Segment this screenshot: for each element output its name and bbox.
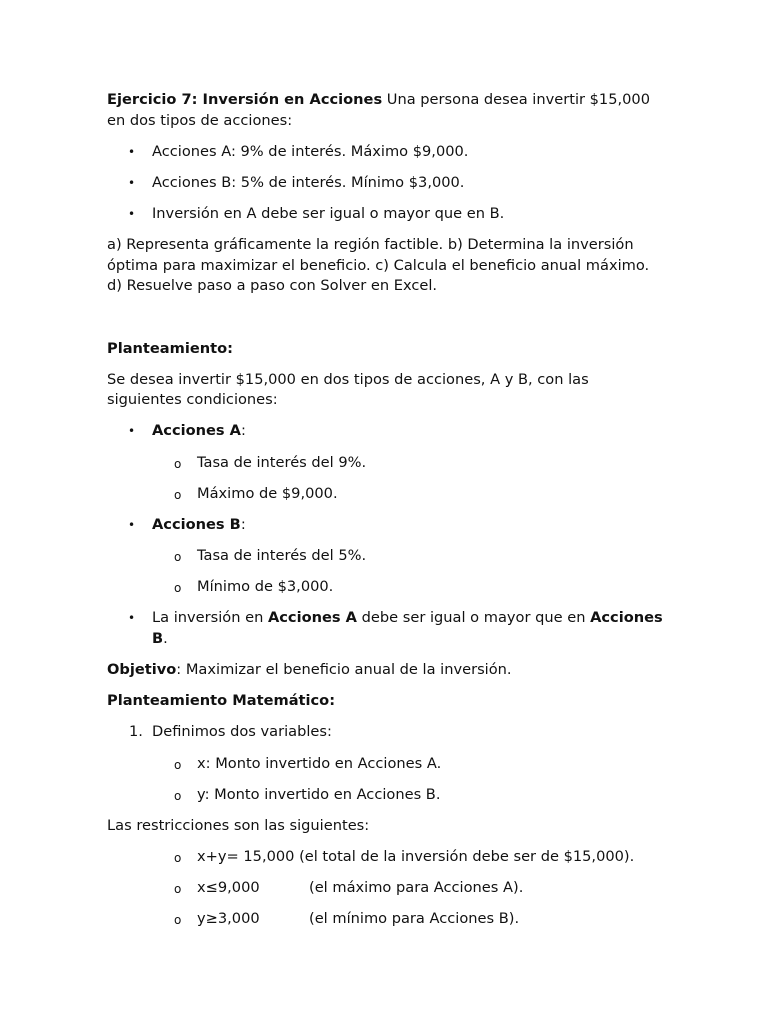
exercise-tasks: a) Representa gráficamente la región factible. b) Determina la inversión óptima para maximizar el beneficio. c) Calcula el beneficio anual máximo. d) Resuelve paso a paso con Solver en Excel. — [107, 236, 650, 295]
sub-list-item-text: Tasa de interés del 9%. — [197, 453, 367, 471]
spacer — [107, 308, 667, 339]
list-number: 1. — [129, 723, 143, 741]
circle-bullet-icon: o — [174, 882, 182, 897]
acciones-b-label: Acciones B — [152, 515, 241, 533]
bullet-icon: • — [128, 517, 136, 532]
exercise-intro: Una persona desea invertir $15,000 en dos tipos de acciones: — [107, 91, 650, 129]
list-item — [107, 204, 667, 225]
restriccion-3-expr: y≥3,000 — [197, 910, 260, 928]
exercise-statement — [107, 90, 667, 131]
acciones-a-label: Acciones A — [152, 422, 241, 440]
planteamiento-heading — [107, 339, 667, 360]
list-item — [107, 173, 667, 194]
sub-list-item — [107, 546, 667, 567]
matematico-heading — [107, 691, 667, 712]
sub-list-item-text: Tasa de interés del 5%. — [197, 547, 367, 565]
sub-list-item-text: Mínimo de $3,000. — [197, 578, 334, 596]
acciones-b-suffix: : — [240, 515, 246, 533]
condicion-post: . — [163, 630, 168, 648]
restricciones-intro: Las restricciones son las siguientes: — [107, 816, 370, 834]
restriccion-2-note: (el máximo para Acciones A). — [309, 879, 524, 897]
acciones-a-suffix: : — [240, 422, 246, 440]
sub-list-item-text: Máximo de $9,000. — [197, 484, 338, 502]
list-item-text: Inversión en A debe ser igual o mayor que en B. — [152, 205, 505, 223]
bullet-icon: • — [128, 611, 136, 626]
sub-list-item — [107, 484, 667, 505]
restriccion-1: x+y= 15,000 (el total de la inversión debe ser de $15,000). — [197, 848, 635, 866]
list-item-acciones-a — [107, 421, 667, 442]
circle-bullet-icon: o — [174, 550, 182, 565]
list-item-text: Acciones B: 5% de interés. Mínimo $3,000. — [152, 173, 465, 191]
sub-list-item — [107, 577, 667, 598]
bullet-icon: • — [128, 424, 136, 439]
sub-list-item — [107, 785, 667, 806]
list-item-condicion — [107, 608, 667, 649]
list-item-text: Acciones A: 9% de interés. Máximo $9,000. — [152, 142, 469, 160]
restriccion-3-note: (el mínimo para Acciones B). — [309, 910, 520, 928]
condicion-bold-b: Acciones B — [152, 609, 663, 648]
variable-x: x: Monto invertido en Acciones A. — [197, 754, 442, 772]
objetivo-label: Objetivo — [107, 661, 177, 679]
numbered-list-item — [107, 722, 667, 743]
restriccion-item — [107, 847, 667, 868]
circle-bullet-icon: o — [174, 913, 182, 928]
restriccion-item — [107, 878, 667, 899]
sub-list-item — [107, 453, 667, 474]
circle-bullet-icon: o — [174, 456, 182, 471]
objetivo-text: : Maximizar el beneficio anual de la inversión. — [176, 661, 512, 679]
bullet-icon: • — [128, 175, 136, 190]
variable-y: y: Monto invertido en Acciones B. — [197, 785, 441, 803]
circle-bullet-icon: o — [174, 757, 182, 772]
matematico-heading-text: Planteamiento Matemático: — [107, 692, 336, 710]
list-item — [107, 142, 667, 163]
condicion-pre: La inversión en — [152, 609, 268, 627]
bullet-icon: • — [128, 207, 136, 222]
list-item-acciones-b — [107, 515, 667, 536]
circle-bullet-icon: o — [174, 788, 182, 803]
restriccion-item — [107, 909, 667, 930]
step-text: Definimos dos variables: — [152, 723, 332, 741]
exercise-title: Ejercicio 7: Inversión en Acciones — [107, 91, 383, 108]
circle-bullet-icon: o — [174, 851, 182, 866]
condicion-bold-a: Acciones A — [267, 609, 357, 627]
objetivo-paragraph — [107, 660, 667, 681]
sub-list-item — [107, 754, 667, 775]
planteamiento-intro: Se desea invertir $15,000 en dos tipos de acciones, A y B, con las siguientes condiciones: — [107, 370, 589, 409]
document-content — [107, 90, 667, 941]
planteamiento-heading-text: Planteamiento: — [107, 339, 233, 357]
circle-bullet-icon: o — [174, 581, 182, 596]
circle-bullet-icon: o — [174, 487, 182, 502]
condicion-mid: debe ser igual o mayor que en — [356, 609, 591, 627]
restriccion-2-expr: x≤9,000 — [197, 879, 260, 897]
bullet-icon: • — [128, 144, 136, 159]
